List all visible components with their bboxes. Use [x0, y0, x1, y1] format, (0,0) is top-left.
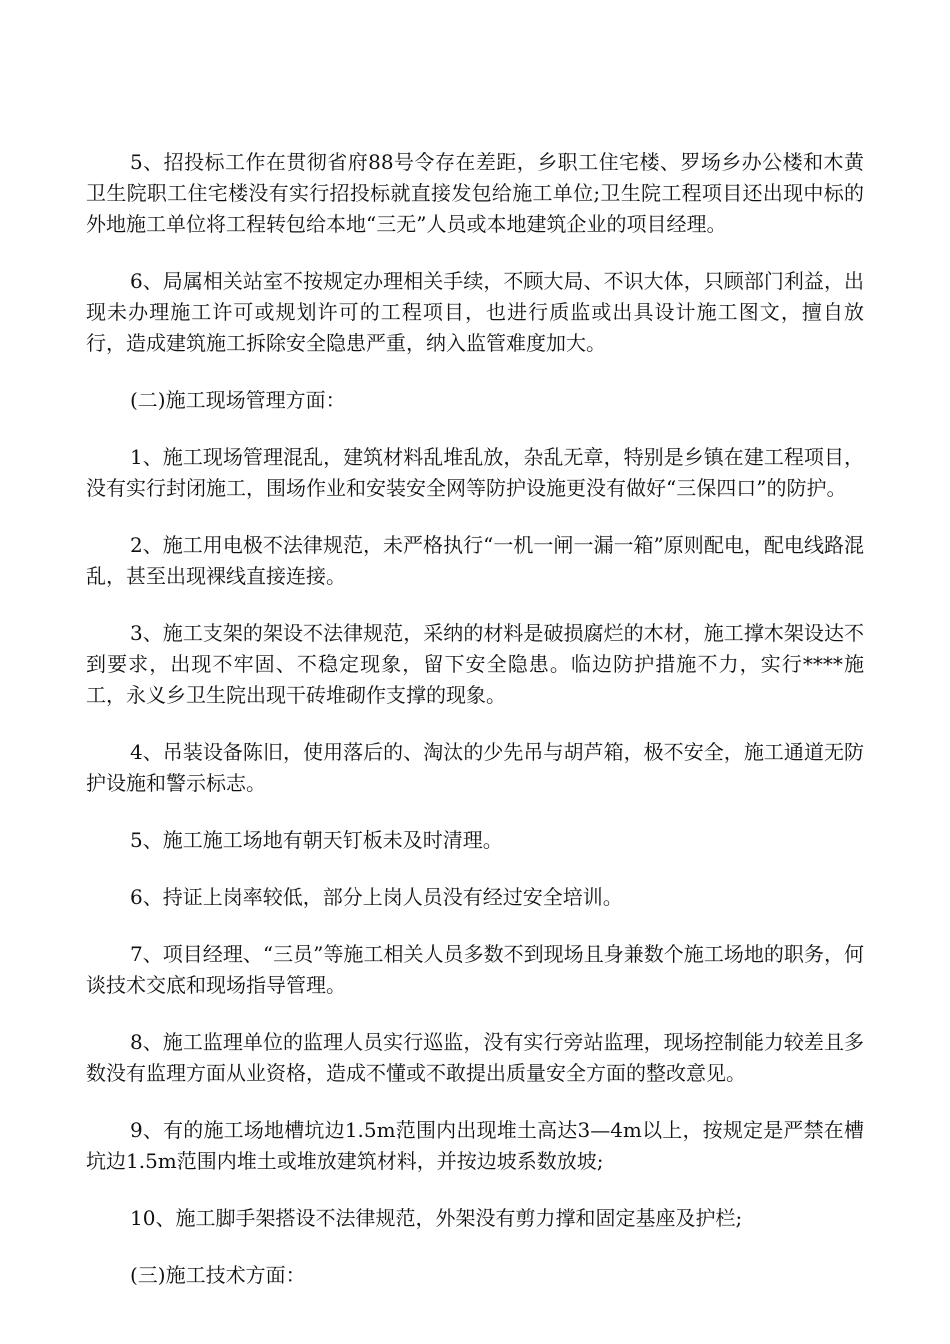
- paragraph-scaffolding: 10、施工脚手架搭设不法律规范，外架没有剪力撑和固定基座及护栏;: [130, 1206, 743, 1230]
- paragraph-nail-boards: 5、施工施工场地有朝天钉板未及时清理。: [130, 828, 503, 852]
- section-heading-site-management: (二)施工现场管理方面：: [130, 388, 346, 412]
- document-body: [86, 147, 864, 1317]
- paragraph-site-chaos: 1、施工现场管理混乱，建筑材料乱堆乱放，杂乱无章，特别是乡镇在建工程项目，没有实行封闭施工，围场作业和安装安全网等防护设施更没有做好“三保四口”的防护。: [86, 445, 864, 500]
- paragraph-electricity: 2、施工用电极不法律规范，未严格执行“一机一闸一漏一箱”原则配电，配电线路混乱，甚至出现裸线直接连接。: [86, 533, 864, 588]
- paragraph-certification: 6、持证上岗率较低，部分上岗人员没有经过安全培训。: [130, 885, 623, 909]
- paragraph-scaffold-support: 3、施工支架的架设不法律规范，采纳的材料是破损腐烂的木材，施工撑木架设达不到要求，出现不牢固、不稳定现象，留下安全隐患。临边防护措施不力，实行****施工，永义乡卫生院出现干砖堆砌作支撑的现象。: [86, 621, 864, 707]
- paragraph-procedures: 6、局属相关站室不按规定办理相关手续，不顾大局、不识大体，只顾部门利益，出现未办理施工许可或规划许可的工程项目，也进行质监或出具设计施工图文，擅自放行，造成建筑施工拆除安全隐患严重，纳入监管难度加大。: [86, 269, 864, 355]
- section-heading-technical: (三)施工技术方面：: [130, 1263, 306, 1287]
- paragraph-project-manager: 7、项目经理、“三员”等施工相关人员多数不到现场且身兼数个施工场地的职务，何谈技术交底和现场指导管理。: [86, 942, 864, 997]
- paragraph-supervision: 8、施工监理单位的监理人员实行巡监，没有实行旁站监理，现场控制能力较差且多数没有监理方面从业资格，造成不懂或不敢提出质量安全方面的整改意见。: [86, 1030, 864, 1085]
- paragraph-bidding: 5、招投标工作在贯彻省府88号令存在差距，乡职工住宅楼、罗场乡办公楼和木黄卫生院职工住宅楼没有实行招投标就直接发包给施工单位;卫生院工程项目还出现中标的外地施工单位将工程转包给本地“三无”人员或本地建筑企业的项目经理。: [86, 150, 864, 236]
- paragraph-lifting-equipment: 4、吊装设备陈旧，使用落后的、淘汰的少先吊与胡芦箱，极不安全，施工通道无防护设施和警示标志。: [86, 740, 864, 795]
- paragraph-trench-soil: 9、有的施工场地槽坑边1.5m范围内出现堆土高达3—4m以上，按规定是严禁在槽坑边1.5m范围内堆土或堆放建筑材料，并按边坡系数放坡;: [86, 1118, 864, 1173]
